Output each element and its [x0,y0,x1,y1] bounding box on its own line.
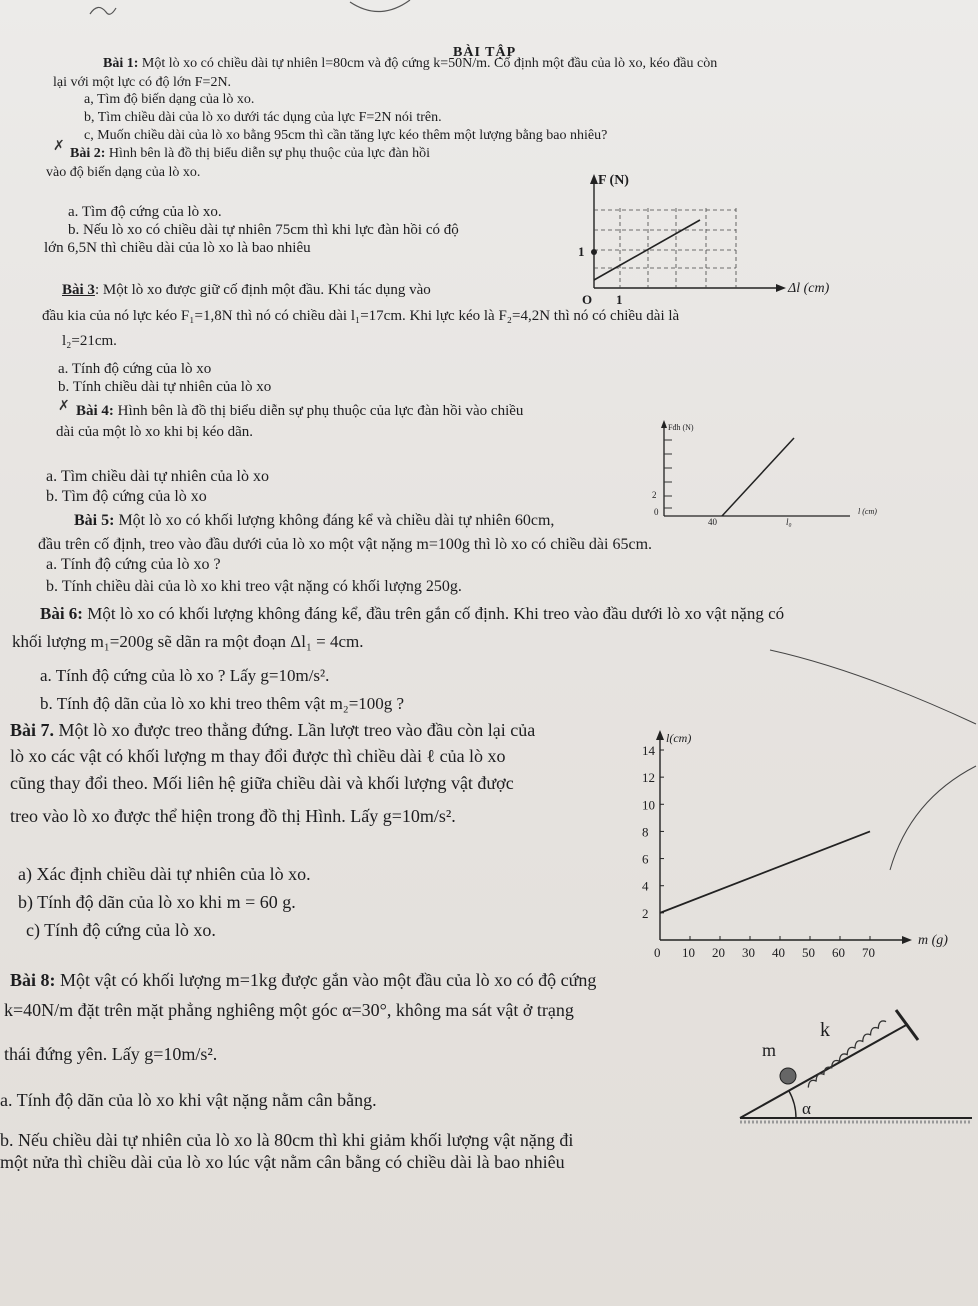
bai2-b2: lớn 6,5N thì chiều dài của lò xo là bao nhiêu [44,240,311,256]
bai1-a: a, Tìm độ biến dạng của lò xo. [84,92,255,107]
bai5-line2: đầu trên cố định, treo vào đầu dưới của lò xo một vật nặng m=100g thì lò xo có chiều dài 65cm. [38,536,653,553]
bai8-angle-arc [789,1091,796,1118]
bai3-a: a. Tính độ cứng của lò xo [58,361,212,377]
bai6-a: a. Tính độ cứng của lò xo ? Lấy g=10m/s². [40,666,330,685]
bai7-ytick-label: 10 [642,797,655,813]
bai8-m: m [762,1040,777,1060]
bai5-b: b. Tính chiều dài của lò xo khi treo vật nặng có khối lượng 250g. [46,578,462,595]
bai7-ytick-label: 6 [642,851,649,867]
bai7-line1 [10,720,535,741]
bai7-b: b) Tính độ dãn của lò xo khi m = 60 g. [18,892,296,912]
bai5-text1: Một lò xo có khối lượng không đáng kể và chiều dài tự nhiên 60cm, [118,512,555,529]
bai7-label: Bài 7. [10,720,55,740]
bai8-wall [896,1010,918,1040]
bai7-xtick-label: 40 [772,945,785,960]
bai6-line2: khối lượng m₁=200g sẽ dãn ra một đoạn Δl₁ = 4cm. [12,632,364,651]
bai1-label: Bài 1: [103,56,139,71]
bai1-b: b, Tìm chiều dài của lò xo dưới tác dụng của lực F=2N nói trên. [84,110,442,125]
bai2-grid [594,208,736,288]
bai7-line3: cũng thay đổi theo. Mối liên hệ giữa chiều dài và khối lượng vật được [10,773,514,793]
bai7-origin: 0 [654,945,661,960]
bai7-text1: Một lò xo được treo thẳng đứng. Lần lượt treo vào đầu còn lại của [58,720,536,740]
bai2-a: a. Tìm độ cứng của lò xo. [68,204,222,220]
bai2-line1 [70,146,430,162]
check-mark: ✗ [53,139,65,154]
bai4-data-line [722,438,794,516]
bai4-xtick2: l₀ [786,517,792,527]
bai7-xtick-label: 60 [832,945,845,960]
bai2-ytick: 1 [578,244,585,259]
bai7-line2: lò xo các vật có khối lượng m thay đổi được thì chiều dài ℓ của lò xo [10,746,506,766]
bai4-line2: dài của một lò xo khi bị kéo dãn. [56,424,254,440]
bai8-text1: Một vật có khối lượng m=1kg được gắn vào một đầu của lò xo có độ cứng [60,970,597,990]
bai4-text1: Hình bên là đồ thị biểu diễn sự phụ thuộc của lực đàn hồi vào chiều [117,403,524,419]
bai4-label: Bài 4: [76,403,114,419]
bai2-graph [560,168,860,308]
bai4-ytick: 2 [652,490,657,500]
bai5-label: Bài 5: [74,512,115,529]
bai7-ytick-label: 2 [642,905,649,921]
bai2-b1: b. Nếu lò xo có chiều dài tự nhiên 75cm thì khi lực đàn hồi có độ [68,222,459,238]
bai3-line1 [62,282,431,299]
bai4-a: a. Tìm chiều dài tự nhiên của lò xo [46,468,269,485]
bai7-xlabel: m (g) [918,933,948,948]
bai7-data-line [660,831,870,912]
bai2-origin: O [582,292,593,307]
bai1-line2: lại với một lực có độ lớn F=2N. [53,75,232,90]
bai2-label: Bài 2: [70,146,106,161]
bai2-point [591,249,597,255]
bai4-ylabel: Fđh (N) [668,423,694,432]
bai5-a: a. Tính độ cứng của lò xo ? [46,556,221,573]
bai8-line2: k=40N/m đặt trên mặt phẳng nghiêng một góc α=30°, không ma sát vật ở trạng [4,1000,574,1020]
bai8-alpha: α [802,1099,811,1118]
bai8-line3: thái đứng yên. Lấy g=10m/s². [4,1044,218,1064]
bai8-incline-figure [740,1004,976,1128]
bai8-b1: b. Nếu chiều dài tự nhiên của lò xo là 80cm thì khi giảm khối lượng vật nặng đi [0,1130,574,1150]
bai5-line1 [74,512,554,530]
bai3-b: b. Tính chiều dài tự nhiên của lò xo [58,379,272,395]
bai7-ytick-label: 14 [642,743,655,758]
bai8-b2: một nửa thì chiều dài của lò xo lúc vật nằm cân bằng có chiều dài là bao nhiêu [0,1152,565,1172]
bai2-ylabel: F (N) [598,173,629,188]
bai7-c: c) Tính độ cứng của lò xo. [26,920,216,940]
bai7-a: a) Xác định chiều dài tự nhiên của lò xo. [18,864,311,884]
bai8-label: Bài 8: [10,970,56,990]
bai2-xtick: 1 [616,292,623,307]
bai2-xlabel: Δl (cm) [788,281,830,296]
bai6-b: b. Tính độ dãn của lò xo khi treo thêm vật m₂=100g ? [40,694,405,713]
bai7-ytick-label: 4 [642,878,649,894]
bai7-ytick-label: 12 [642,770,655,786]
bai2-y-arrow [590,174,598,184]
bai8-line1 [10,970,596,991]
bai6-line1 [40,604,784,624]
bai8-a: a. Tính độ dãn của lò xo khi vật nặng nằm cân bằng. [0,1090,377,1110]
bai7-ytick-label: 8 [642,824,649,840]
bai3-line2: đầu kia của nó lực kéo F₁=1,8N thì nó có chiều dài l₁=17cm. Khi lực kéo là F₂=4,2N thì nó có chiều dài là [42,308,680,324]
bai3-label: Bài 3 [62,282,95,298]
bai2-x-arrow [776,284,786,292]
pen-scribble [80,0,400,24]
bai3-text1: : Một lò xo được giữ cố định một đầu. Khi tác dụng vào [94,282,431,298]
bai7-xtick-label: 20 [712,945,725,960]
bai6-label: Bài 6: [40,604,83,623]
bai7-xtick-label: 30 [742,945,755,960]
bai1-text1: Một lò xo có chiều dài tự nhiên l=80cm và độ cứng k=50N/m. Cố định một đầu của lò xo, kéo đầu còn [141,56,718,71]
bai2-line2: vào độ biến dạng của lò xo. [46,165,201,180]
bai4-ticks [664,440,672,508]
bai4-xlabel: l (cm) [858,507,877,516]
bai7-line4: treo vào lò xo được thể hiện trong đồ thị Hình. Lấy g=10m/s². [10,806,456,826]
bai7-x-arrow [902,936,912,944]
bai8-k: k [820,1019,830,1041]
bai7-graph [628,724,948,964]
bai2-text1: Hình bên là đồ thị biểu diễn sự phụ thuộc của lực đàn hồi [108,146,431,161]
bai7-xtick-label: 10 [682,945,695,960]
bai7-xtick-label: 70 [862,945,875,960]
bai4-y-arrow [661,420,667,428]
bai6-text1: Một lò xo có khối lượng không đáng kể, đầu trên gắn cố định. Khi treo vào đầu dưới lò xo vật nặng có [87,604,785,623]
bai7-xtick-label: 50 [802,945,815,960]
page-title: BÀI TẬP [453,45,517,60]
bai4-graph [650,418,920,528]
bai4-line1 [76,403,523,420]
bai3-line3: l₂=21cm. [62,333,117,349]
bai8-mass [780,1068,796,1084]
bai1-c: c, Muốn chiều dài của lò xo bằng 95cm thì cần tăng lực kéo thêm một lượng bằng bao nhiêu? [84,128,608,143]
bai4-b: b. Tìm độ cứng của lò xo [46,488,207,505]
check-mark: ✗ [58,399,70,414]
bai7-ylabel: l(cm) [666,731,692,745]
bai7-y-arrow [656,730,664,740]
bai4-origin: 0 [654,507,659,517]
bai1-line1 [103,56,717,72]
bai4-xtick1: 40 [708,517,717,527]
